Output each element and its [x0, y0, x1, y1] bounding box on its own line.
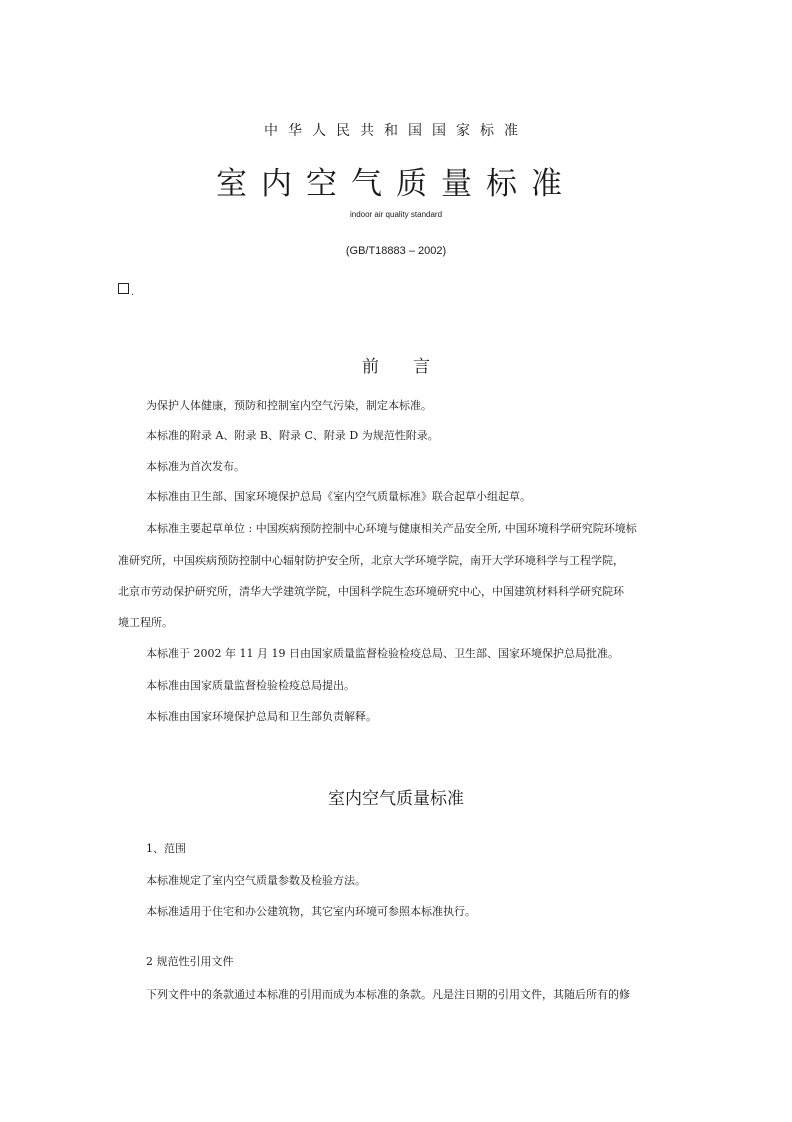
preface-paragraph: 本标准于 2002 年 11 月 19 日由国家质量监督检验检疫总局、卫生部、国家环境保护总局批准。 — [146, 647, 619, 660]
english-title: indoor air quality standard — [349, 210, 443, 219]
standard-code: (GB/T18883 – 2002) — [345, 245, 447, 257]
body-title: 室内空气质量标准 — [328, 789, 464, 809]
document-title: 室内空气质量标准 — [216, 166, 576, 202]
preface-paragraph: 本标准由卫生部、国家环境保护总局《室内空气质量标准》联合起草小组起草。 — [146, 490, 531, 503]
preface-paragraph-cont: 境工程所。 — [118, 616, 173, 629]
section-2-heading: 2 规范性引用文件 — [146, 955, 234, 968]
preface-paragraph: 本标准的附录 A、附录 B、附录 C、附录 D 为规范性附录。 — [146, 429, 439, 442]
section-1-heading: 1、范围 — [146, 842, 186, 855]
preface-paragraph-cont: 北京市劳动保护研究所，清华大学建筑学院，中国科学院生态环境研究中心，中国建筑材料科学研究院环 — [118, 585, 624, 598]
section-1-line: 本标准规定了室内空气质量参数及检验方法。 — [146, 874, 366, 887]
preface-heading: 前言 — [362, 357, 464, 377]
preface-paragraph-cont: 准研究所，中国疾病预防控制中心辐射防护安全所，北京大学环境学院，南开大学环境科学与工程学院， — [118, 554, 624, 567]
preface-paragraph: 本标准由国家环境保护总局和卫生部负责解释。 — [146, 710, 377, 723]
preface-paragraph: 本标准为首次发布。 — [146, 460, 245, 473]
checkbox-glyph-icon — [118, 283, 129, 294]
preface-paragraph: 为保护人体健康，预防和控制室内空气污染，制定本标准。 — [146, 399, 432, 412]
preface-paragraph: 本标准由国家质量监督检验检疫总局提出。 — [146, 679, 355, 692]
national-standard-label: 中华人民共和国国家标准 — [264, 123, 528, 139]
preface-paragraph: 本标准主要起草单位 : 中国疾病预防控制中心环境与健康相关产品安全所, 中国环境科学研究院环境标 — [146, 522, 637, 535]
section-2-line: 下列文件中的条款通过本标准的引用而成为本标准的条款。凡是注日期的引用文件，其随后所有的修 — [146, 988, 630, 1001]
box-dot: . — [131, 288, 134, 298]
section-1-line: 本标准适用于住宅和办公建筑物，其它室内环境可参照本标准执行。 — [146, 905, 476, 918]
